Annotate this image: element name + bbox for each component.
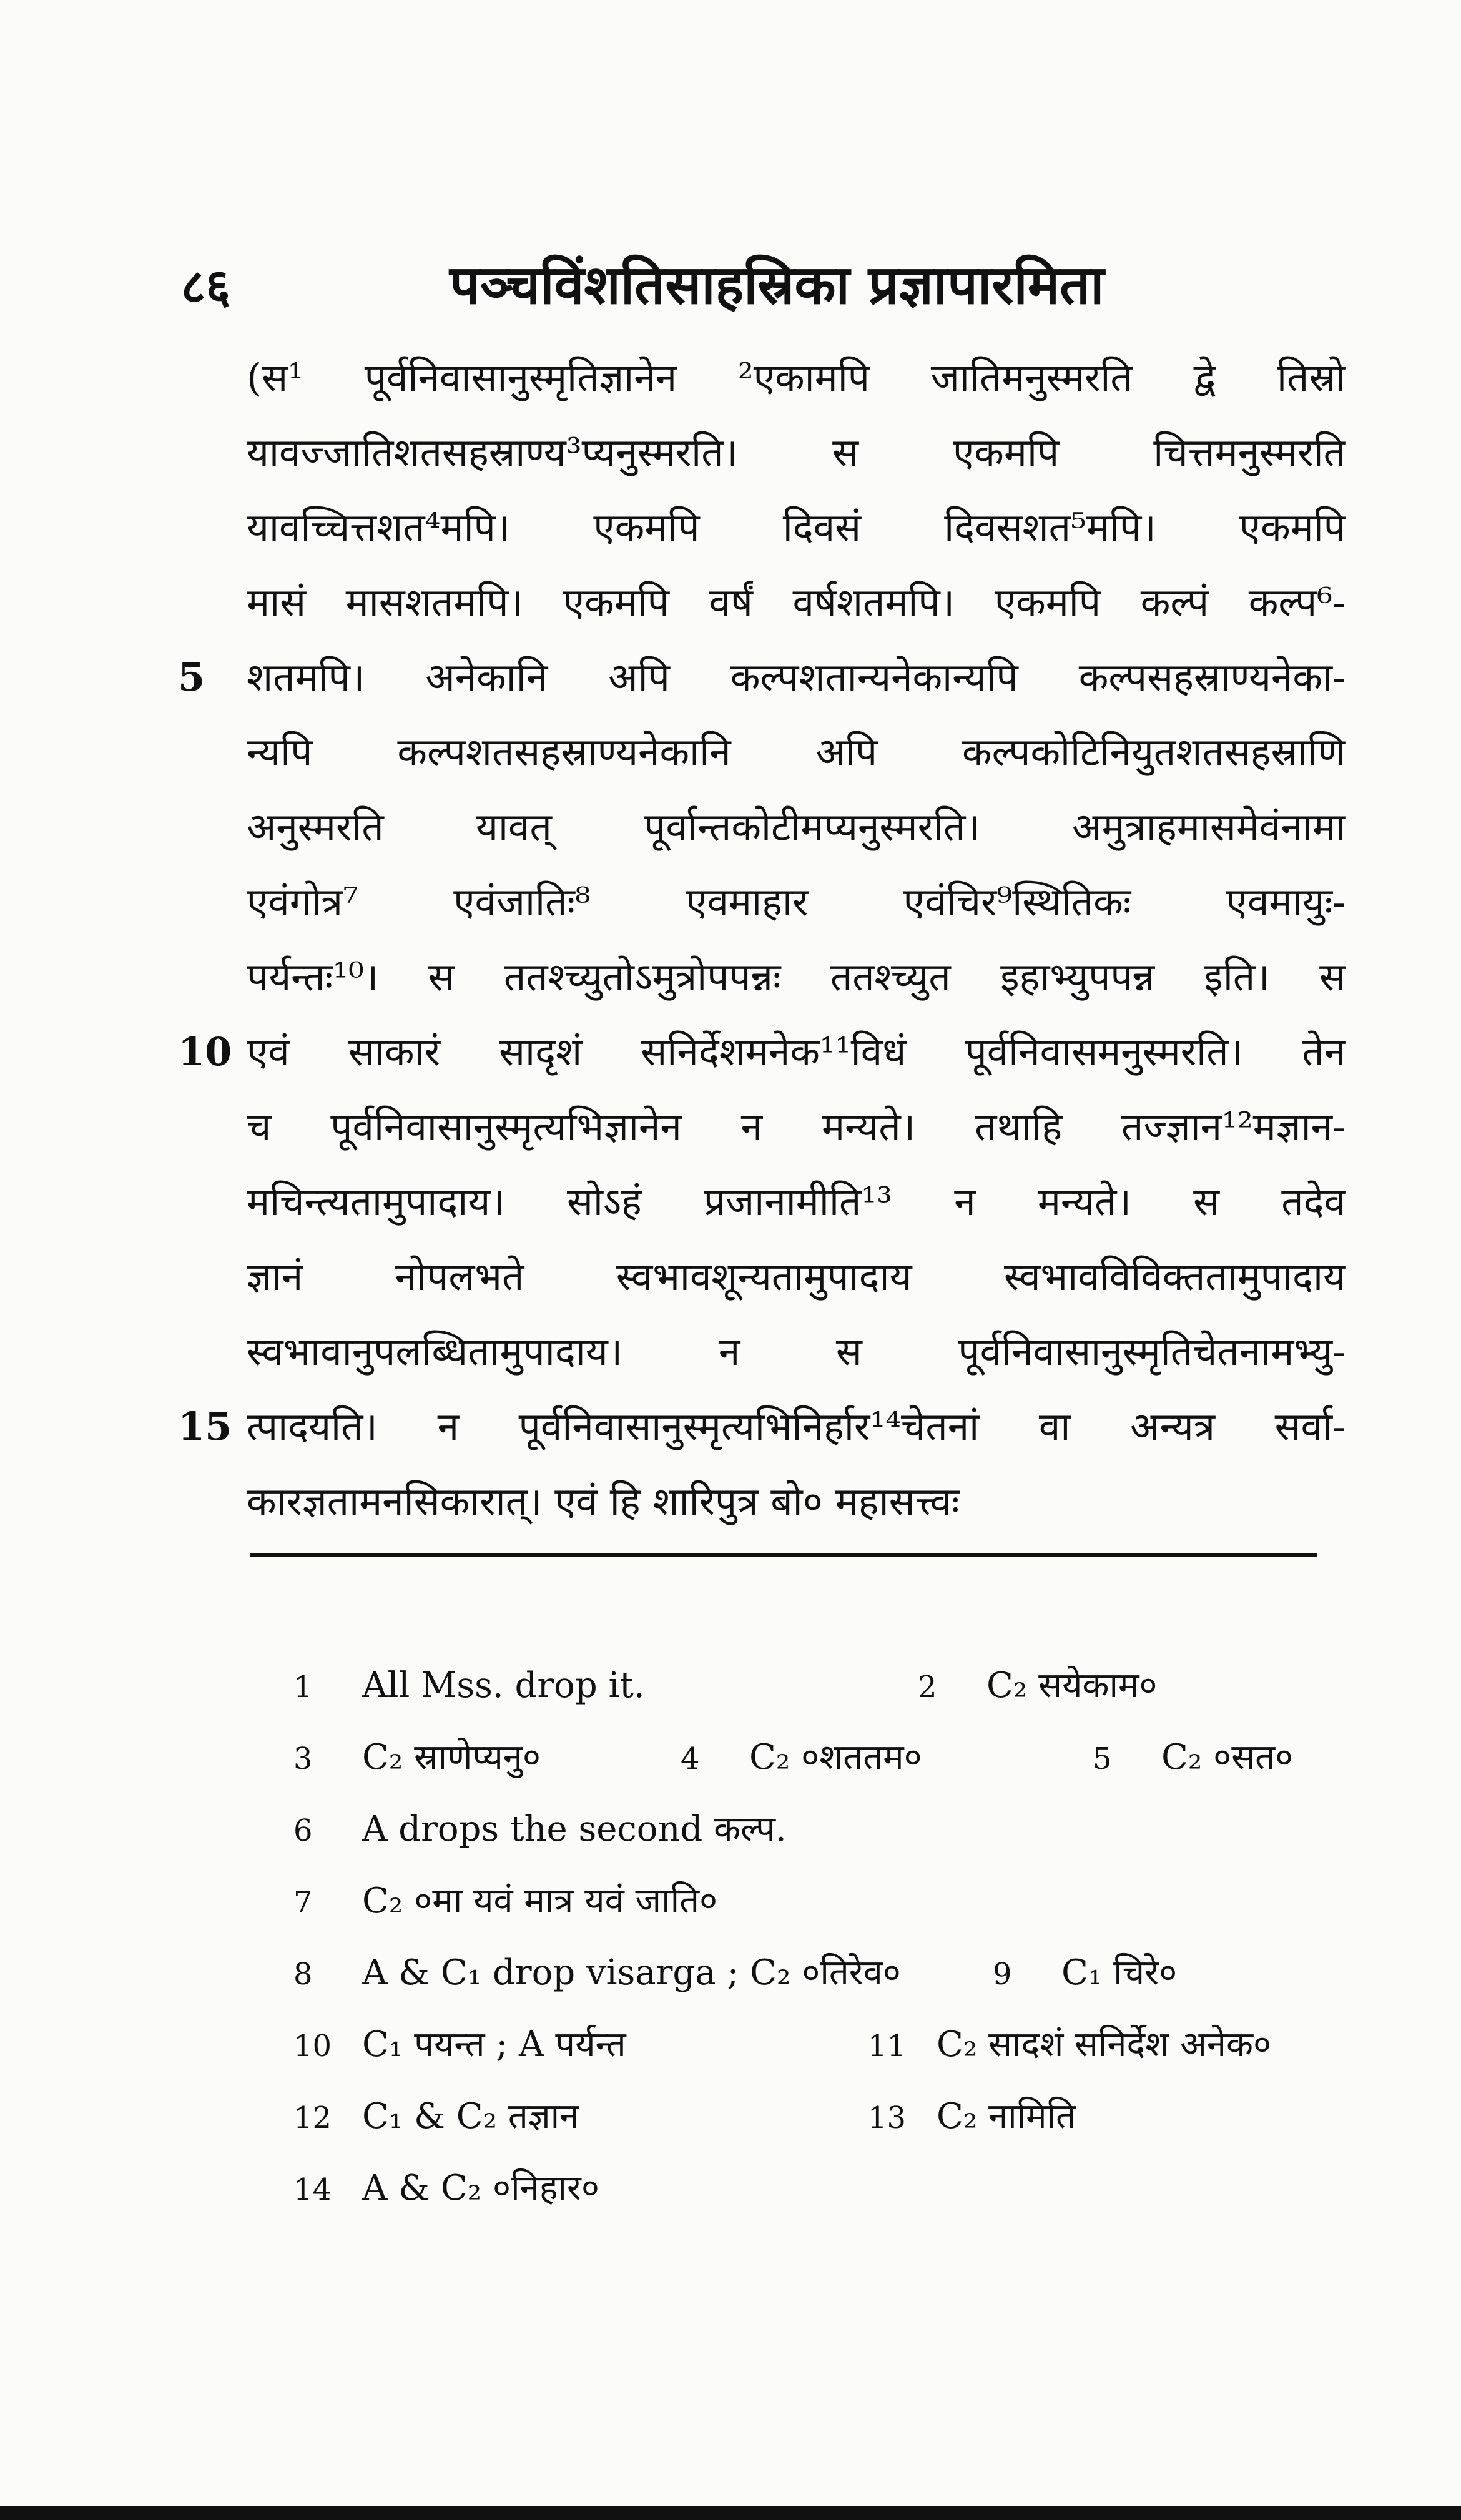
text-line: मासं मासशतमपि। एकमपि वर्षं वर्षशतमपि। एकमपि कल्पं कल्प⁶- <box>247 579 1345 625</box>
footnote-2 <box>918 1655 1158 1718</box>
footnote-row <box>293 1870 1355 1942</box>
footnote-number: 14 <box>293 2172 332 2207</box>
footnote-9 <box>993 1942 1177 2006</box>
text-line-15 <box>178 1389 1345 1464</box>
footnote-row <box>293 2085 1355 2157</box>
footnote-text: C₂ ०शततम० <box>749 1737 922 1778</box>
footnote-number: 12 <box>293 2100 332 2135</box>
footnote-number: 8 <box>293 1957 313 1992</box>
text-line: यावज्जातिशतसहस्राण्य³प्यनुस्मरति। स एकमपि चित्तमनुस्मरति <box>247 430 1345 475</box>
footnote-row <box>293 1942 1355 2014</box>
footnote-text: A drops the second कल्प. <box>362 1809 787 1849</box>
scan-edge-bar <box>0 2506 1461 2520</box>
footnote-text: All Mss. drop it. <box>362 1665 645 1706</box>
footnote-14 <box>293 2157 599 2221</box>
footnote-number: 13 <box>868 2100 907 2135</box>
page-number: ८६ <box>181 258 231 314</box>
footnote-11 <box>868 2014 1271 2077</box>
text-line: पर्यन्तः¹⁰। स ततश्च्युतोऽमुत्रोपपन्नः ततश्च्युत इहाभ्युपपन्न इति। स <box>247 954 1345 1000</box>
text-line: मचिन्त्यतामुपादाय। सोऽहं प्रजानामीति¹³ न मन्यते। स तदेव <box>247 1179 1345 1224</box>
text-line: (स¹ पूर्वनिवासानुस्मृतिज्ञानेन ²एकामपि जातिमनुस्मरति द्वे तिस्रो <box>247 355 1345 400</box>
footnote-text: C₂ ०सत० <box>1161 1737 1294 1778</box>
footnote-8 <box>293 1942 901 2006</box>
footnote-text: C₁ पयन्त ; A पर्यन्त <box>362 2024 626 2065</box>
text-line: एवंगोत्र⁷ एवंजातिः⁸ एवमाहार एवंचिर⁹स्थितिकः एवमायुः- <box>247 879 1345 925</box>
footnote-row <box>293 1726 1355 1798</box>
line-number-10: 10 <box>178 1029 232 1075</box>
footnote-row <box>293 1655 1355 1726</box>
footnote-13 <box>868 2085 1076 2149</box>
text-line: च पूर्वनिवासानुस्मृत्यभिज्ञानेन न मन्यते। तथाहि तज्ज्ञान¹²मज्ञान- <box>247 1104 1345 1149</box>
text-line-content: त्पादयति। न पूर्वनिवासानुस्मृत्यभिनिर्हार¹⁴चेतनां वा अन्यत्र सर्वा- <box>247 1404 1345 1449</box>
footnote-text: C₂ सयेकाम० <box>986 1665 1158 1706</box>
footnote-10 <box>293 2014 626 2077</box>
footnote-number: 9 <box>993 1957 1012 1992</box>
footnote-1 <box>293 1655 645 1718</box>
footnote-12 <box>293 2085 579 2149</box>
text-line: ज्ञानं नोपलभते स्वभावशून्यतामुपादाय स्वभावविविक्ततामुपादाय <box>247 1254 1345 1299</box>
footnote-number: 5 <box>1093 1741 1112 1776</box>
main-text <box>178 340 1345 1539</box>
footnote-number: 2 <box>918 1670 937 1705</box>
line-number-5: 5 <box>178 654 205 700</box>
footnote-row <box>293 1798 1355 1870</box>
text-line: न्यपि कल्पशतसहस्राण्यनेकानि अपि कल्पकोटिनियुतशतसहस्राणि <box>247 729 1345 775</box>
footnote-6 <box>293 1798 787 1862</box>
footnote-text: C₂ सादशं सनिर्देश अनेक० <box>937 2024 1272 2065</box>
footnote-number: 10 <box>293 2029 332 2064</box>
footnote-row <box>293 2157 1355 2229</box>
text-line-content: एवं साकारं सादृशं सनिर्देशमनेक¹¹विधं पूर्वनिवासमनुस्मरति। तेन <box>247 1029 1345 1075</box>
line-number-15: 15 <box>178 1404 232 1449</box>
running-title: पञ्चविंशतिसाहस्रिका प्रज्ञापारमिता <box>450 253 1104 317</box>
text-line-10 <box>178 1015 1345 1090</box>
footnote-text: C₂ नामिति <box>937 2096 1076 2137</box>
footnote-4 <box>681 1726 922 1790</box>
footnote-text: A & C₂ ०निहार० <box>362 2168 599 2208</box>
footnote-number: 11 <box>868 2029 907 2064</box>
text-line: यावच्चित्तशत⁴मपि। एकमपि दिवसं दिवसशत⁵मपि। एकमपि <box>247 504 1345 550</box>
footnotes <box>293 1655 1355 2229</box>
footnote-number: 1 <box>293 1670 313 1705</box>
footnote-text: C₁ चिरे० <box>1061 1952 1178 1993</box>
footnote-3 <box>293 1726 541 1790</box>
footnote-number: 7 <box>293 1885 313 1920</box>
footnote-number: 4 <box>681 1741 700 1776</box>
footnote-text: C₂ ०मा यवं मात्र यवं जाति० <box>362 1881 718 1921</box>
text-line: स्वभावानुपलब्धितामुपादाय। न स पूर्वनिवासानुस्मृतिचेतनामभ्यु- <box>247 1329 1345 1374</box>
footnote-5 <box>1093 1726 1293 1790</box>
footnote-text: C₁ & C₂ तज्ञान <box>362 2096 579 2137</box>
footnote-row <box>293 2014 1355 2085</box>
text-line: अनुस्मरति यावत् पूर्वान्तकोटीमप्यनुस्मरति। अमुत्राहमासमेवंनामा <box>247 804 1345 850</box>
footnote-number: 6 <box>293 1813 313 1848</box>
footnote-number: 3 <box>293 1741 313 1776</box>
text-line: कारज्ञतामनसिकारात्। एवं हि शारिपुत्र बो० महासत्त्वः <box>247 1479 960 1524</box>
text-line-5 <box>178 640 1345 715</box>
footnote-7 <box>293 1870 717 1934</box>
page-header <box>0 247 1461 315</box>
text-line-content: शतमपि। अनेकानि अपि कल्पशतान्यनेकान्यपि कल्पसहस्राण्यनेका- <box>247 654 1345 700</box>
footnote-text: A & C₁ drop visarga ; C₂ ०तिरेव० <box>362 1952 901 1993</box>
footnote-divider <box>250 1553 1317 1557</box>
footnote-text: C₂ स्राणेप्यनु० <box>362 1737 541 1778</box>
